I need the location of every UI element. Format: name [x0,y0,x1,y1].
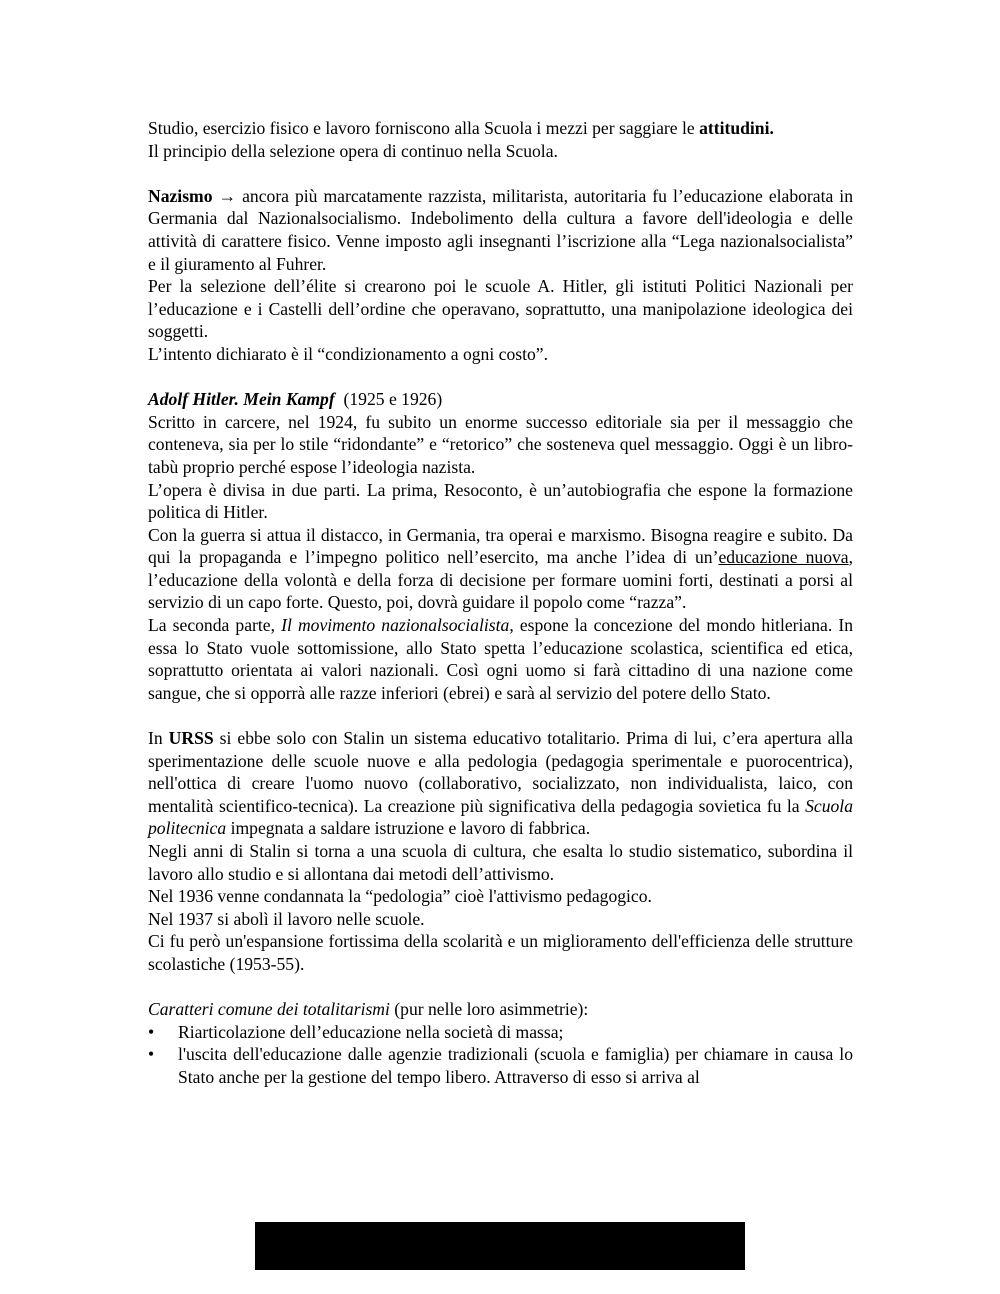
nazismo-text: ancora più marcatamente razzista, militarista, autoritaria fu l’educazione elaborata in Germania dal Nazionalsocialismo. Indebolimento della cultura a favore dell'ideologia e delle attività di carattere fisico. Venne imposto agli insegnanti l’iscrizione alla “Lega nazionalsocialista” e il giuramento al Fuhrer. [148,185,853,274]
urss-p1-mid: si ebbe solo con Stalin un sistema educativo totalitario. Prima di lui, c’era apertura alla sperimentazione delle scuole nuove e alla pedologia (pedagogia sperimentale e puorocentrica), nell'ottica di creare l'uomo nuovo (collaborativo, socializzato, non individualista, laico, con mentalità scientifico-tecnica). La creazione più significativa della pedagogia sovietica fu la [148,728,853,816]
mein-kampf-p3-text: Con la guerra si attua il distacco, in Germania, tra operai e marxismo. Bisogna reagire e subito. Da qui la propaganda e l’impegno politico nell’esercito, ma anche l’idea di un’ [148,524,853,568]
urss-bold: URSS [168,728,214,749]
mein-kampf-years: (1925 e 1926) [334,389,443,410]
bullet-icon: • [148,1021,155,1042]
mein-kampf-paragraph-1: Scritto in carcere, nel 1924, fu subito un enorme successo editoriale sia per il messaggio che conteneva, sia per lo stile “ridondante” e “retorico” che sosteneva quel messaggio. Oggi è un libro-tabù proprio perché espose l’ideologia nazista. [148,411,853,477]
spacer [148,162,853,185]
document-page [148,117,853,1089]
mein-kampf-p3-text-end: , l’educazione della volontà e della forza di decisione per formare uomini forti, destinati a porsi al servizio di un capo forte. Questo, poi, dovrà guidare il popolo come “razza”. [148,547,854,613]
intro-line1: Studio, esercizio fisico e lavoro forniscono alla Scuola i mezzi per saggiare le [148,118,700,138]
caratteri-list [148,1021,853,1089]
mein-kampf-paragraph-2: L’opera è divisa in due parti. La prima, Resoconto, è un’autobiografia che espone la formazione politica di Hitler. [148,479,853,523]
mein-kampf-paragraph-3 [148,524,853,614]
intro-paragraph [148,117,853,162]
nazismo-paragraph-2: Per la selezione dell’élite si crearono poi le scuole A. Hitler, gli istituti Politici Nazionali per l’educazione e i Castelli dell’ordine che operavano, soprattutto, una manipolazione ideologica dei soggetti. [148,276,853,342]
list-item-text: Riarticolazione dell’educazione nella società di massa; [178,1021,564,1042]
spacer [148,366,853,389]
spacer [148,704,853,727]
list-item [148,1021,853,1044]
arrow-icon: → [218,185,237,206]
movimento-title-italic: Il movimento nazionalsocialista [281,615,510,636]
mein-kampf-paragraph-4 [148,614,853,704]
nazismo-paragraph-3: L’intento dichiarato è il “condizionamento a ogni costo”. [148,343,548,364]
bullet-icon: • [148,1044,155,1065]
urss-paragraph-1 [148,727,853,840]
urss-paragraph-2: Negli anni di Stalin si torna a una scuola di cultura, che esalta lo studio sistematico, subordina il lavoro allo studio e si allontana dai metodi dell’attivismo. [148,841,853,884]
intro-bold-word: attitudini. [699,118,774,138]
nazismo-paragraph [148,185,853,275]
educazione-nuova-underlined: educazione nuova [718,547,849,568]
caratteri-heading-rest: (pur nelle loro asimmetrie): [389,999,589,1020]
footer-redaction-bar [255,1222,745,1270]
nazismo-heading: Nazismo [148,185,213,206]
intro-line2: Il principio della selezione opera di continuo nella Scuola. [148,140,558,161]
spacer [148,976,853,999]
mein-kampf-p4-text-end: , espone la concezione del mondo hitleriana. In essa lo Stato vuole sottomissione, allo Stato spetta l’educazione scolastica, scientifica ed etica, soprattutto orientata ai valori nazionali. Così ogni uomo si farà cittadino di una nazione come sangue, che si opporrà alle razze inferiori (ebrei) e sarà al servizio del potere dello Stato. [148,615,853,703]
caratteri-heading [148,998,853,1021]
list-item [148,1043,853,1088]
mein-kampf-p4-text: La seconda parte, [148,615,282,636]
urss-paragraph-4: Nel 1937 si abolì il lavoro nelle scuole. [148,908,425,929]
urss-paragraph-3: Nel 1936 venne condannata la “pedologia” cioè l'attivismo pedagogico. [148,886,652,907]
mein-kampf-title-line [148,388,853,411]
scuola-politecnica-italic: Scuola politecnica [148,795,853,839]
mein-kampf-title: Adolf Hitler. Mein Kampf [148,389,335,410]
list-item-text: l'uscita dell'educazione dalle agenzie tradizionali (scuola e famiglia) per chiamare in causa lo Stato anche per la gestione del tempo libero. Attraverso di esso si arriva al [178,1044,853,1087]
urss-p1-end: impegnata a saldare istruzione e lavoro di fabbrica. [226,818,591,839]
caratteri-heading-italic: Caratteri comune dei totalitarismi [148,999,390,1020]
urss-p1-start: In [148,728,169,749]
urss-paragraph-5: Ci fu però un'espansione fortissima della scolarità e un miglioramento dell'efficienza delle strutture scolastiche (1953-55). [148,931,853,974]
